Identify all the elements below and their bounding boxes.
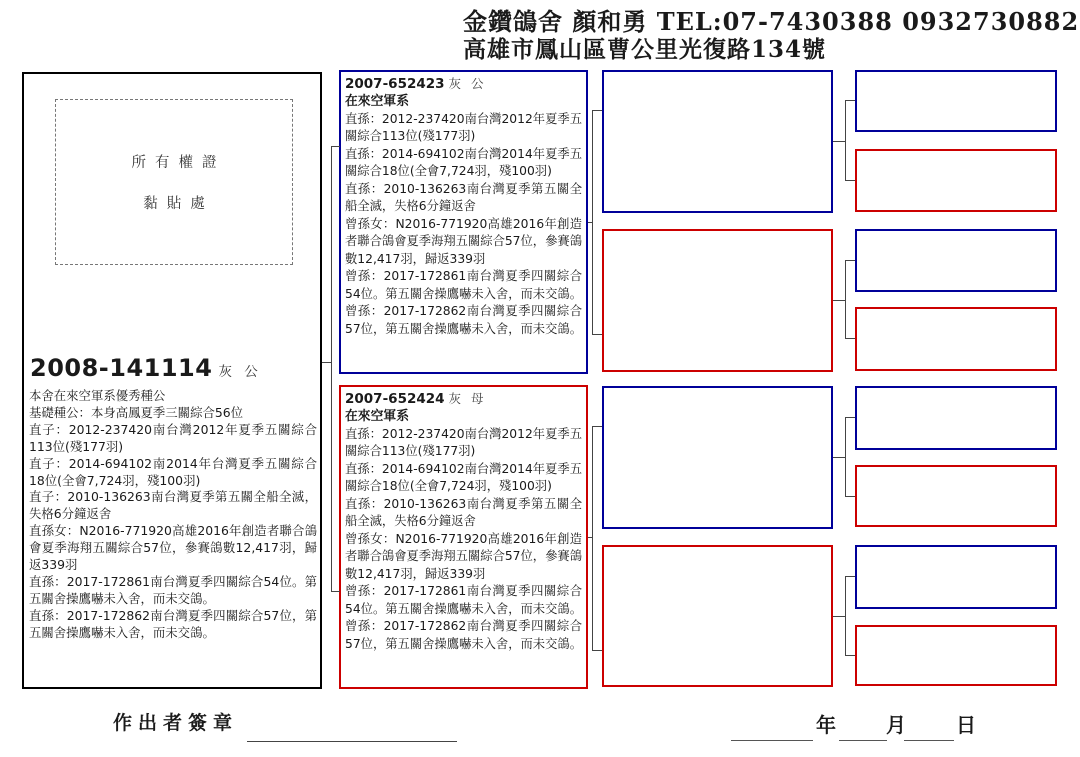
pedigree-line: 直子：2014-694102南2014年台灣夏季五關綜合18位(全會7,724羽，殘100羽) — [29, 455, 317, 488]
pedigree-line: 直孫：2014-694102南台灣2014年夏季五關綜合18位(全會7,724羽，殘100羽) — [345, 461, 582, 493]
sire-title — [345, 74, 582, 93]
connector-stub — [588, 222, 592, 223]
pedigree-line: 曾孫：2017-172862南台灣夏季四關綜合57位，第五關舍操鷹嚇未入舍，而未交鴿。 — [345, 619, 582, 651]
connector-stub — [833, 300, 845, 301]
sire-sex: 灰 公 — [448, 76, 487, 91]
connector-stub — [833, 457, 845, 458]
maternal-grandsire-box — [602, 386, 833, 529]
pedigree-line: 曾孫：2017-172862南台灣夏季四關綜合57位，第五關舍操鷹嚇未入舍，而未交鴿。 — [345, 304, 582, 336]
great-grandparent-box-7 — [855, 545, 1057, 609]
pedigree-line: 直子：2012-237420南台灣2012年夏季五關綜合113位(殘177羽) — [29, 421, 317, 454]
great-grandparent-box-3 — [855, 229, 1057, 292]
dam-ring-number: 2007-652424 — [345, 391, 445, 407]
main-bird-box — [22, 72, 322, 689]
connector-gp3-to-greatgrandparents — [845, 417, 855, 497]
main-bird-ring-number: 2008-141114 — [30, 354, 213, 382]
connector-stub — [833, 616, 845, 617]
main-bird-sex: 灰 公 — [218, 364, 262, 380]
pedigree-line: 本舍在來空軍系優秀種公 — [29, 388, 166, 403]
signature-blank-line — [247, 741, 457, 742]
pedigree-line: 直孫：2010-136263南台灣夏季第五關全船全滅，失格6分鐘返舍 — [345, 181, 582, 213]
loft-address-line: 高雄市鳳山區曹公里光復路134號 — [463, 36, 827, 63]
sire-box — [339, 70, 588, 374]
main-bird-title — [30, 354, 262, 382]
great-grandparent-box-6 — [855, 465, 1057, 527]
year-label: 年 — [816, 713, 836, 737]
pedigree-line: 直孫：2017-172861南台灣夏季四關綜合54位。第五關舍操鷹嚇未入舍，而未交鴿。 — [29, 573, 317, 606]
dam-box — [339, 385, 588, 689]
pedigree-line: 曾孫女：N2016-771920高雄2016年創造者聯合鴿會夏季海翔五關綜合57位，參賽鴿數12,417羽，歸返339羽 — [345, 531, 582, 581]
connector-main-to-parents — [331, 146, 340, 592]
pedigree-line: 直孫：2012-237420南台灣2012年夏季五關綜合113位(殘177羽) — [345, 111, 582, 143]
connector-sire-to-grandparents — [592, 110, 602, 335]
dam-title — [345, 389, 582, 408]
dam-sex: 灰 母 — [448, 391, 487, 406]
connector-stub — [833, 141, 845, 142]
ownership-sticker-title: 所有權證 — [131, 155, 226, 171]
breeder-signature-label: 作出者簽章 — [113, 712, 239, 734]
connector-gp2-to-greatgrandparents — [845, 260, 855, 339]
great-grandparent-box-2 — [855, 149, 1057, 212]
connector-gp1-to-greatgrandparents — [845, 100, 855, 181]
pedigree-line: 基礎種公：本身高鳳夏季三關綜合56位 — [29, 404, 244, 420]
pedigree-line: 直子：2010-136263南台灣夏季第五關全船全滅，失格6分鐘返舍 — [29, 489, 317, 522]
paternal-grandsire-box — [602, 70, 833, 213]
connector-dam-to-grandparents — [592, 426, 602, 651]
connector-gp4-to-greatgrandparents — [845, 576, 855, 656]
pedigree-line: 直孫：2017-172862南台灣夏季四關綜合57位，第五關舍操鷹嚇未入舍，而未交鴿。 — [29, 607, 317, 640]
month-blank-line — [839, 740, 887, 741]
pedigree-line: 直孫：2012-237420南台灣2012年夏季五關綜合113位(殘177羽) — [345, 426, 582, 458]
dam-pedigree-text — [345, 426, 582, 654]
connector-stub — [322, 362, 331, 363]
pedigree-line: 曾孫：2017-172861南台灣夏季四關綜合54位。第五關舍操鷹嚇未入舍，而未交鴿。 — [345, 269, 582, 301]
ownership-sticker-subtitle: 黏貼處 — [143, 196, 214, 212]
loft-header-line: 金鑽鴿舍 顏和勇 TEL:07-7430388 0932730882 — [463, 7, 1080, 36]
pedigree-line: 直孫女：N2016-771920高雄2016年創造者聯合鴿會夏季海翔五關綜合57位，參賽鴿數12,417羽，歸返339羽 — [29, 523, 317, 573]
sire-strain: 在來空軍系 — [345, 94, 409, 109]
pedigree-line: 直孫：2014-694102南台灣2014年夏季五關綜合18位(全會7,724羽，殘100羽) — [345, 146, 582, 178]
great-grandparent-box-1 — [855, 70, 1057, 132]
connector-stub — [588, 537, 592, 538]
month-label: 月 — [886, 713, 906, 737]
paternal-granddam-box — [602, 229, 833, 372]
day-blank-line — [904, 740, 954, 741]
great-grandparent-box-8 — [855, 625, 1057, 686]
day-label: 日 — [956, 713, 976, 737]
sire-ring-number: 2007-652423 — [345, 76, 445, 92]
ownership-sticker-area — [55, 99, 293, 265]
great-grandparent-box-4 — [855, 307, 1057, 371]
pedigree-line: 曾孫女：N2016-771920高雄2016年創造者聯合鴿會夏季海翔五關綜合57位，參賽鴿數12,417羽，歸返339羽 — [345, 216, 582, 266]
maternal-granddam-box — [602, 545, 833, 687]
sire-pedigree-text — [345, 111, 582, 339]
dam-strain: 在來空軍系 — [345, 409, 409, 424]
great-grandparent-box-5 — [855, 386, 1057, 450]
pedigree-line: 直孫：2010-136263南台灣夏季第五關全船全滅，失格6分鐘返舍 — [345, 496, 582, 528]
pedigree-line: 曾孫：2017-172861南台灣夏季四關綜合54位。第五關舍操鷹嚇未入舍，而未交鴿。 — [345, 584, 582, 616]
year-blank-line — [731, 740, 813, 741]
main-bird-pedigree-text — [29, 388, 317, 642]
